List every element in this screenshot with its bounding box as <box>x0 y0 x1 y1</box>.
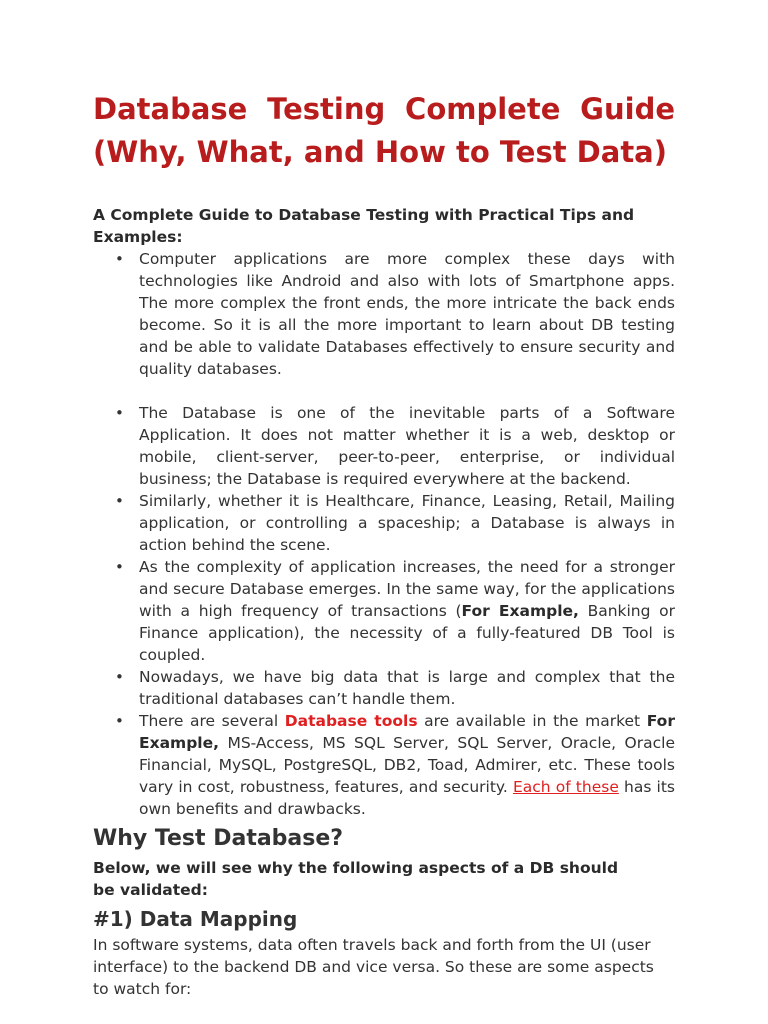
list-item <box>93 490 675 556</box>
bullet-text: The Database is one of the inevitable parts of a Software Application. It does not matter whether it is a web, desktop or mobile, client-server, peer-to-peer, enterprise, or individual business; the Database is required everywhere at the backend. <box>139 404 675 488</box>
document-page <box>93 88 675 1000</box>
bullet-bold-text: For Example, <box>461 602 579 620</box>
section-lead-text: Below, we will see why the following aspects of a DB should be validated: <box>93 859 619 899</box>
bullet-text: Similarly, whether it is Healthcare, Finance, Leasing, Retail, Mailing application, or controlling a spaceship; a Database is always in action behind the scene. <box>139 492 675 554</box>
each-of-these-link[interactable]: Each of these <box>512 778 619 796</box>
document-subtitle: A Complete Guide to Database Testing with Practical Tips and Examples: <box>93 206 635 246</box>
list-item <box>93 402 675 490</box>
list-item <box>93 666 675 710</box>
subsection-heading-data-mapping: #1) Data Mapping <box>93 907 298 931</box>
bullet-text: has its own benefits and drawbacks. <box>139 778 676 818</box>
list-item <box>93 248 675 380</box>
bullet-text: Banking or Finance application), the necessity of a fully-featured DB Tool is coupled. <box>139 602 675 664</box>
bullet-icon: • <box>115 404 124 422</box>
document-title: Database Testing Complete Guide (Why, What, and How to Test Data) <box>93 92 675 169</box>
list-item <box>93 556 675 666</box>
database-tools-link[interactable]: Database tools <box>284 712 418 730</box>
section-heading-why-test: Why Test Database? <box>93 826 344 851</box>
data-mapping-paragraph: In software systems, data often travels back and forth from the UI (user interface) to the backend DB and vice versa. So these are some aspects to watch for: <box>93 936 654 998</box>
bullet-text: Nowadays, we have big data that is large and complex that the traditional databases can’t handle them. <box>139 668 675 708</box>
bullet-icon: • <box>115 712 124 730</box>
bullet-icon: • <box>115 492 124 510</box>
bullet-text: There are several <box>139 712 285 730</box>
bullet-bold-text: For Example, <box>139 712 675 752</box>
bullet-icon: • <box>115 668 124 686</box>
intro-bullet-list <box>93 248 675 820</box>
bullet-text: Computer applications are more complex these days with technologies like Android and also with lots of Smartphone apps. The more complex the front ends, the more intricate the back ends become. So it is all the more important to learn about DB testing and be able to validate Databases effectively to ensure security and quality databases. <box>139 250 675 378</box>
bullet-text: are available in the market <box>417 712 647 730</box>
bullet-text: MS-Access, MS SQL Server, SQL Server, Oracle, Oracle Financial, MySQL, PostgreSQL, DB2, Toad, Admirer, etc. These tools vary in cost, robustness, features, and security. <box>139 734 675 796</box>
bullet-icon: • <box>115 250 124 268</box>
list-item <box>93 710 675 820</box>
bullet-text: As the complexity of application increases, the need for a stronger and secure Database emerges. In the same way, for the applications with a high frequency of transactions ( <box>139 558 675 620</box>
bullet-icon: • <box>115 558 124 576</box>
